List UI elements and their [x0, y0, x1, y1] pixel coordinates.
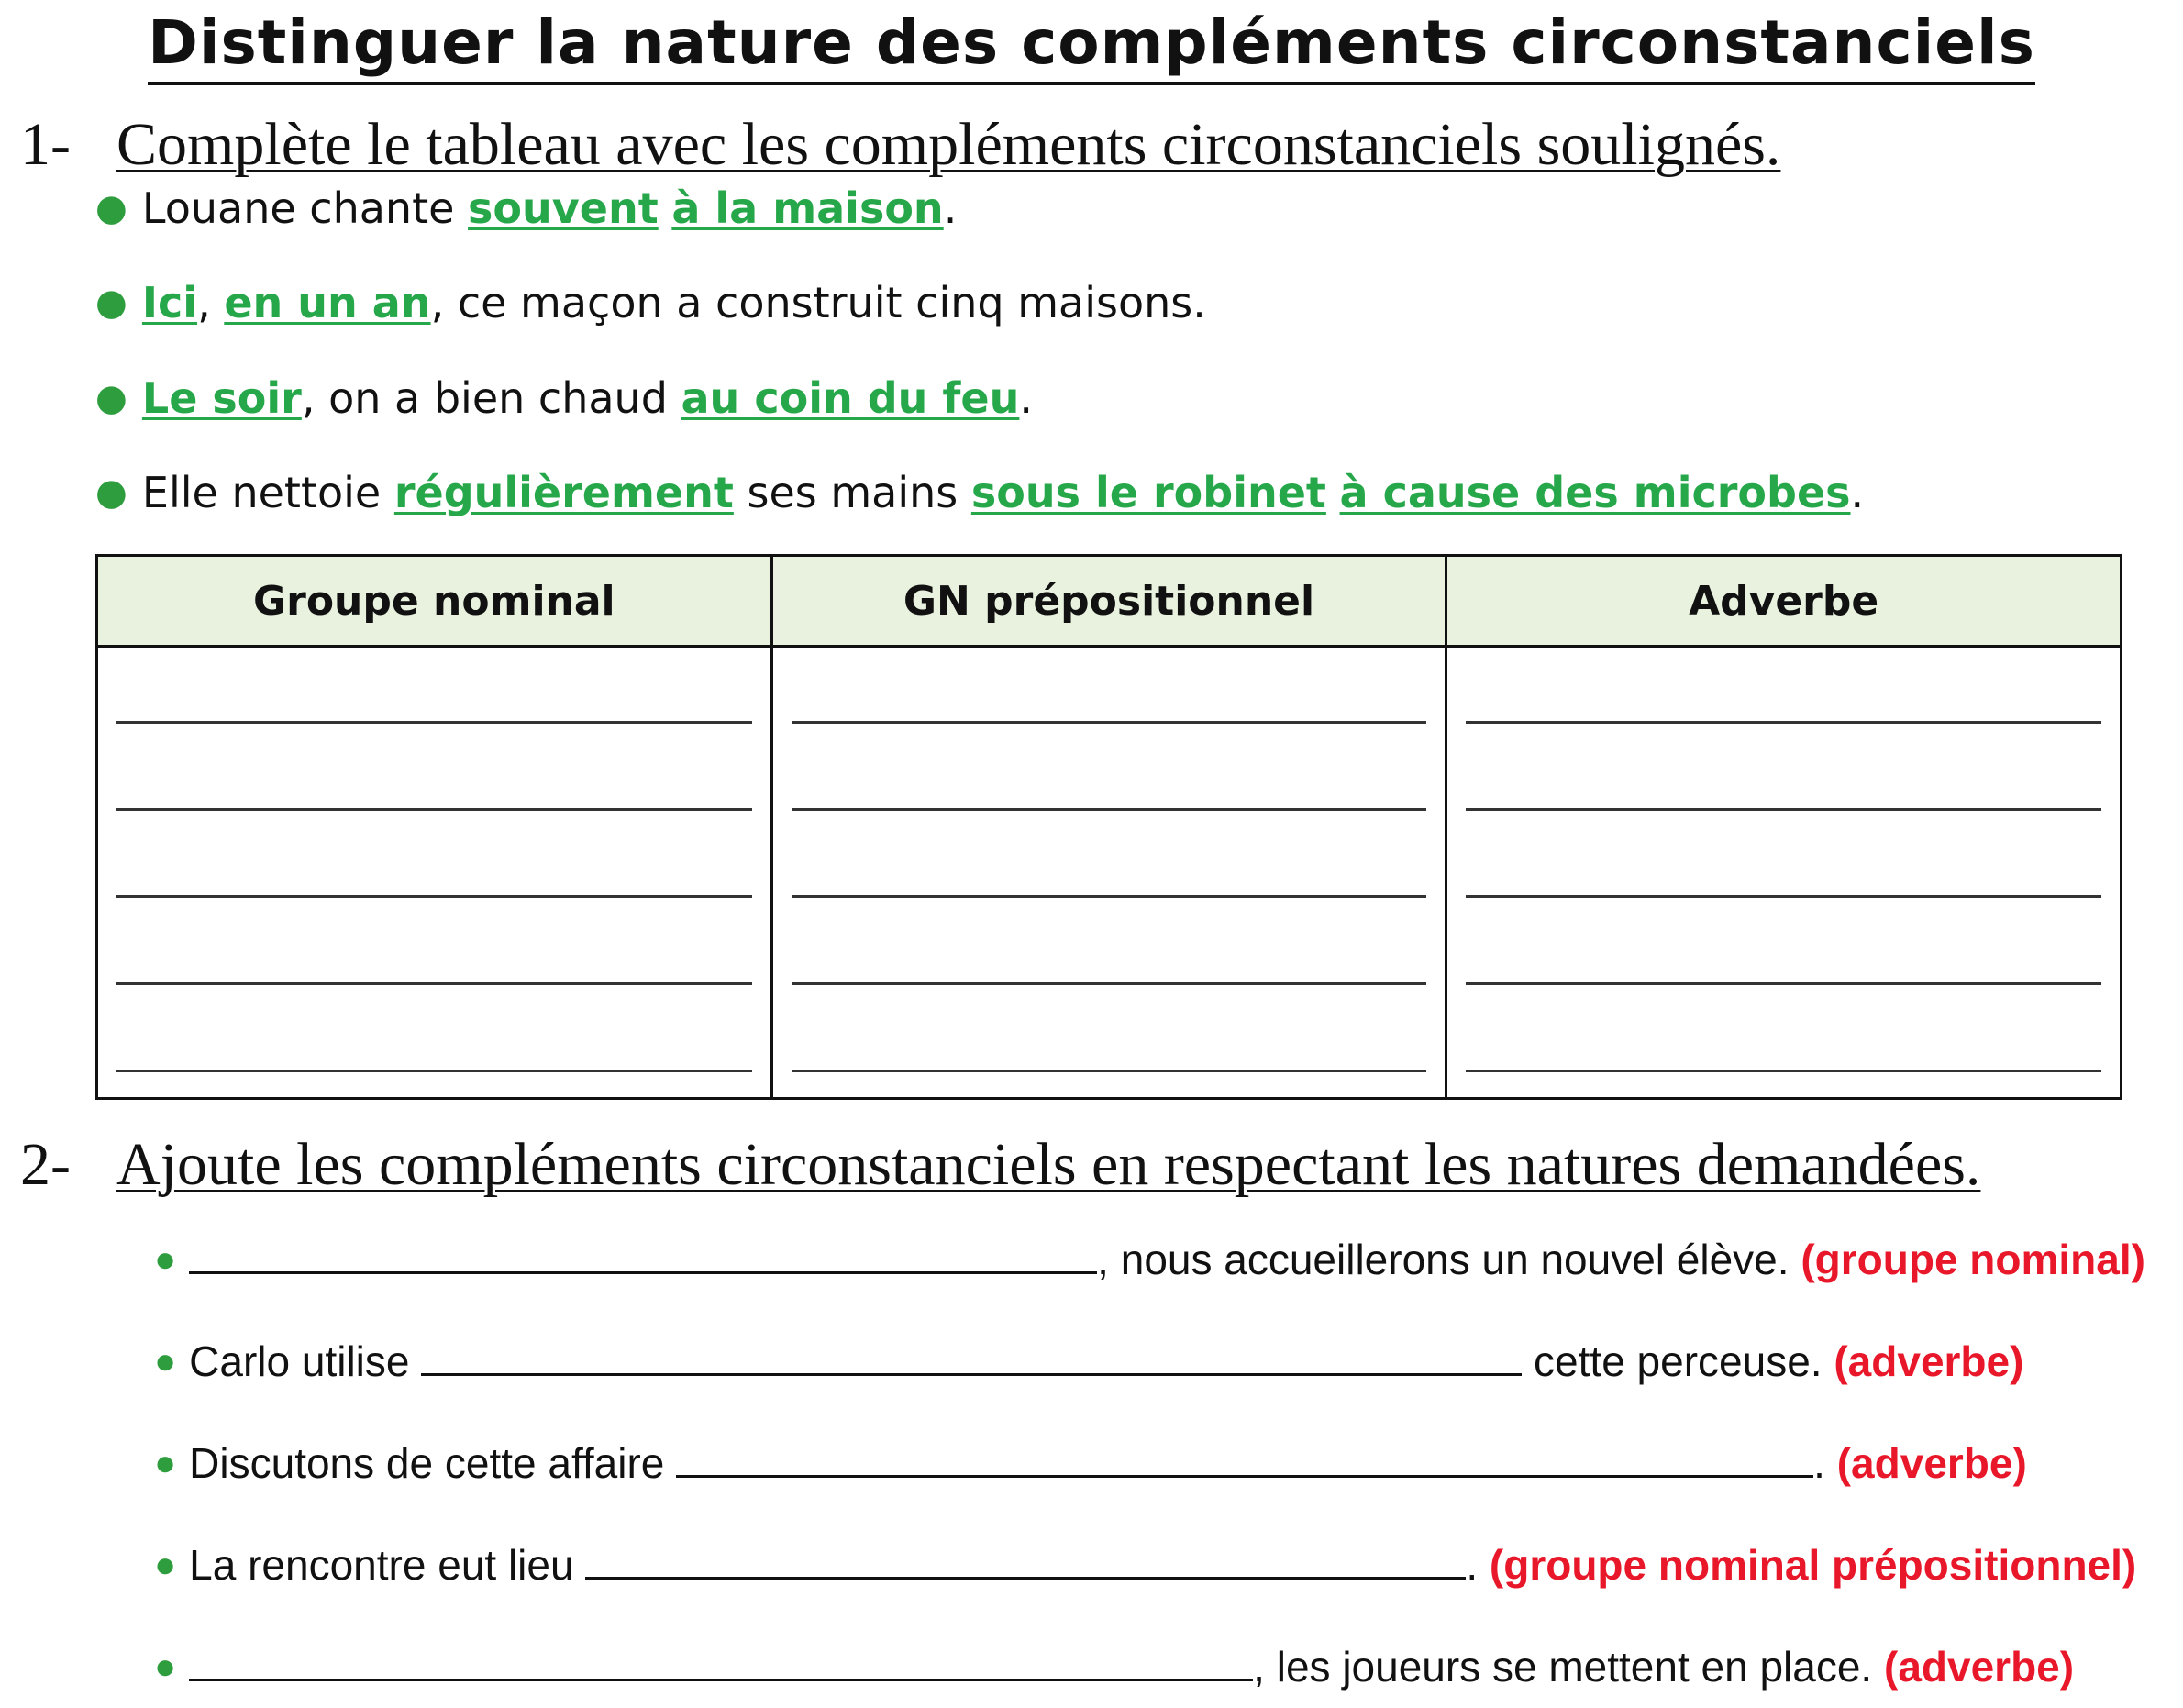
underlined-complement: Le soir	[141, 373, 302, 423]
answer-blank[interactable]	[189, 1238, 1097, 1274]
underlined-complement: à cause des microbes	[1339, 468, 1851, 517]
header-gn-prepositionnel: GN prépositionnel	[771, 556, 1446, 647]
bullet-icon: ●	[95, 377, 127, 419]
write-line[interactable]	[116, 648, 752, 724]
underlined-complement: souvent	[468, 183, 659, 233]
underlined-complement: à la maison	[671, 183, 944, 233]
nature-label: (adverbe)	[1836, 1439, 2027, 1487]
fill-item-2: ● Carlo utilise cette perceuse. (adverbe)	[154, 1337, 2024, 1385]
exercise-2-number: 2-	[20, 1131, 71, 1198]
sentence-3: ● Le soir, on a bien chaud au coin du feu.	[95, 373, 1033, 423]
write-line[interactable]	[792, 898, 1427, 985]
underlined-complement: en un an	[224, 278, 431, 327]
bullet-icon: ●	[154, 1341, 177, 1381]
write-line[interactable]	[1466, 985, 2101, 1072]
bullet-icon: ●	[95, 471, 127, 514]
header-adverbe: Adverbe	[1446, 556, 2122, 647]
underlined-complement: Ici	[141, 278, 198, 327]
answer-blank[interactable]	[189, 1646, 1253, 1681]
sentence-4: ● Elle nettoie régulièrement ses mains sous le robinet à cause des microbes.	[95, 468, 1865, 517]
write-line[interactable]	[1466, 648, 2101, 724]
underlined-complement: sous le robinet	[970, 468, 1326, 517]
fill-item-4: ● La rencontre eut lieu . (groupe nominal prépositionnel)	[154, 1541, 2137, 1589]
write-line[interactable]	[116, 811, 752, 898]
nature-label: (groupe nominal)	[1801, 1236, 2145, 1283]
exercise-2-instruction: Ajoute les compléments circonstanciels en respectant les natures demandées.	[116, 1131, 1981, 1198]
answer-blank[interactable]	[421, 1340, 1522, 1376]
write-line[interactable]	[792, 811, 1427, 898]
exercise-1-number: 1-	[20, 111, 71, 178]
answer-column-adverbe[interactable]	[1446, 647, 2122, 1099]
worksheet-title: Distinguer la nature des compléments circonstanciels	[0, 7, 2183, 78]
answer-blank[interactable]	[585, 1544, 1466, 1580]
nature-label: (adverbe)	[1884, 1643, 2075, 1691]
exercise-1-heading	[20, 110, 1780, 180]
bullet-icon: ●	[95, 187, 127, 229]
nature-label: (groupe nominal prépositionnel)	[1489, 1541, 2137, 1589]
write-line[interactable]	[116, 985, 752, 1072]
exercise-1-instruction: Complète le tableau avec les compléments circonstanciels soulignés.	[116, 111, 1781, 178]
exercise-2-heading	[20, 1130, 1980, 1200]
write-line[interactable]	[1466, 724, 2101, 811]
sentence-1: ● Louane chante souvent à la maison.	[95, 183, 958, 233]
bullet-icon: ●	[95, 282, 127, 324]
write-line[interactable]	[116, 724, 752, 811]
write-line[interactable]	[1466, 898, 2101, 985]
write-line[interactable]	[792, 648, 1427, 724]
write-line[interactable]	[792, 985, 1427, 1072]
fill-item-5: ● , les joueurs se mettent en place. (adverbe)	[154, 1643, 2075, 1691]
answer-column-gn-prepositionnel[interactable]	[771, 647, 1446, 1099]
fill-item-1: ● , nous accueillerons un nouvel élève. (groupe nominal)	[154, 1236, 2145, 1283]
write-line[interactable]	[1466, 811, 2101, 898]
underlined-complement: régulièrement	[393, 468, 734, 517]
classification-table	[95, 554, 2122, 1100]
bullet-icon: ●	[154, 1545, 177, 1585]
answer-column-groupe-nominal[interactable]	[97, 647, 772, 1099]
bullet-icon: ●	[154, 1647, 177, 1687]
answer-blank[interactable]	[676, 1442, 1813, 1478]
nature-label: (adverbe)	[1834, 1337, 2024, 1385]
header-groupe-nominal: Groupe nominal	[97, 556, 772, 647]
bullet-icon: ●	[154, 1239, 177, 1280]
underlined-complement: au coin du feu	[681, 373, 1020, 423]
bullet-icon: ●	[154, 1443, 177, 1483]
write-line[interactable]	[116, 898, 752, 985]
fill-item-3: ● Discutons de cette affaire . (adverbe)	[154, 1439, 2027, 1487]
write-line[interactable]	[792, 724, 1427, 811]
sentence-2: ● Ici, en un an, ce maçon a construit cinq maisons.	[95, 278, 1206, 327]
